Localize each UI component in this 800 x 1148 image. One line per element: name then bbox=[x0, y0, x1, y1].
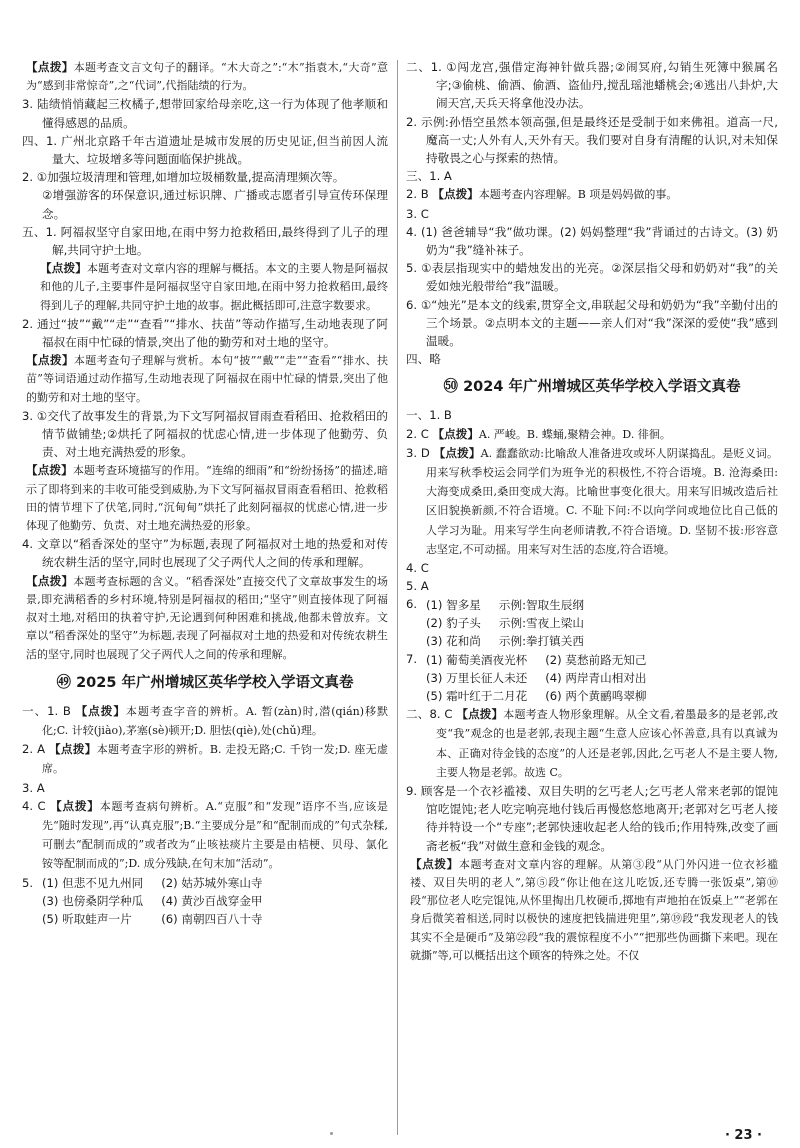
answer-item: ②增强游客的环保意识,通过标识牌、广播或志愿者引导宣传环保理念。 bbox=[42, 188, 388, 221]
answer-item: 一、1. B 【点拨】本题考查字音的辨析。A. 暂(zàn)时,潜(qián)移默化;C. 计较(jiào),茅塞(sè)顿开;D. 胆怯(qiè),处(chǔ)理。 bbox=[22, 703, 388, 737]
answer-item: 7. bbox=[406, 652, 418, 667]
hint-paragraph: 【点拨】本题考查句子理解与赏析。本句“披”“戴”“走”“查看”“排水、扶苗”等词语通过动作描写,生动地表现了阿福叔在雨中忙碌的情景,突出了他的勤劳和对土地的坚守。 bbox=[26, 353, 388, 404]
answer-item: 2. B 【点拨】本题考查内容理解。B 项是妈妈做的事。 bbox=[406, 187, 678, 202]
hint-paragraph: 【点拨】本题考查文言文句子的翻译。“木大奇之”:“木”指袁木,“大奇”意为“感到非常惊奇”,之“代词”,代指陆绩的行为。 bbox=[26, 60, 388, 93]
section-answer: 二、8. C 【点拨】本题考查人物形象理解。从全文看,着墨最多的是老郭,改变“我”观念的也是老郭,表现主题“生意人应该心怀善意,具有以真诚为本、正确对待金钱的态度”的人还是老郭,因此,乞丐老人不是主要人物,主要人物是老郭。故选 C。 bbox=[406, 707, 778, 779]
answer-item: 3. ①交代了故事发生的背景,为下文写阿福叔冒雨查看稻田、抢救稻田的情节做铺垫;②烘托了阿福叔的忧虑心情,进一步体现了他勤劳、负责、对土地充满热爱的形象。 bbox=[22, 408, 388, 460]
right-column bbox=[406, 58, 778, 965]
answer-item: 2. ①加强垃圾清理和管理,如增加垃圾桶数量,提高清理频次等。 bbox=[22, 170, 345, 185]
hint-tag: 【点拨】 bbox=[49, 742, 97, 757]
hint-paragraph: 【点拨】本题考查环境描写的作用。“连绵的细雨”和“纷纷扬扬”的描述,暗示了即将到来的丰收可能受到威胁,为下文写阿福叔冒雨查看稻田、抢救稻田的情节埋下了伏笔,同时,“沉甸甸”烘托了此刻阿福叔的忧虑心情,进一步体现了他勤劳、负责、对土地充满热爱的形象。 bbox=[26, 463, 388, 533]
section-answer: 三、1. A bbox=[406, 169, 452, 184]
hint-tag: 【点拨】 bbox=[26, 463, 73, 478]
hint-tag: 【点拨】 bbox=[26, 60, 74, 74]
hint-tag: 【点拨】 bbox=[432, 426, 479, 441]
answer-item: 5. ①表层指现实中的蜡烛发出的光亮。②深层指父母和奶奶对“我”的关爱如烛光般带给“我”温暖。 bbox=[406, 261, 778, 294]
answer-item: 6. bbox=[406, 597, 418, 612]
answer-item: 3. 陆绩悄悄藏起三枚橘子,想带回家给母亲吃,这一行为体现了他孝顺和懂得感恩的品质。 bbox=[22, 97, 388, 130]
hint-tag: 【点拨】 bbox=[26, 353, 74, 368]
hint-tag: 【点拨】 bbox=[432, 187, 479, 202]
answer-item: 4. C bbox=[406, 561, 429, 576]
hint-tag: 【点拨】 bbox=[50, 798, 100, 813]
answer-item: 6. ①“烛光”是本文的线索,贯穿全文,串联起父母和奶奶为“我”辛勤付出的三个场景。②点明本文的主题——亲人们对“我”深深的爱使“我”感到温暖。 bbox=[406, 297, 778, 349]
answer-item: 2. A 【点拨】本题考查字形的辨析。B. 走投无路;C. 千钧一发;D. 座无虚席。 bbox=[22, 742, 388, 776]
hint-tag: 【点拨】 bbox=[40, 261, 87, 276]
exam-title: ㊿ 2024 年广州增城区英华学校入学语文真卷 bbox=[443, 379, 741, 396]
hint-tag: 【点拨】 bbox=[410, 856, 459, 871]
answer-item: 2. 通过“披”“戴”“走”“查看”“排水、扶苗”等动作描写,生动地表现了阿福叔在雨中忙碌的情景,突出了他的勤劳和对土地的坚守。 bbox=[22, 316, 388, 350]
section-answer: 四、1. 广州北京路千年古道遗址是城市发展的历史见证,但当前因人流量大、垃圾增多等问题面临保护挑战。 bbox=[22, 133, 388, 167]
answer-item: 3. D 【点拨】A. 蠢蠢欲动:比喻敌人准备进攻或坏人阴谋捣乱。是贬义词。用来写秋季校运会同学们为班争光的积极性,不符合语境。B. 沧海桑田:大海变成桑田,桑田变成大海。比喻世事变化很大。用来写旧城改造后社区旧貌换新颜,不符合语境。C. 不耻下问:不以向学问或地位比自己低的人学习为耻。用来写学生向老师请教,不符合语境。D. 坚韧不拔:形容意志坚定,不可动摇。用来写对生活的态度,符合语境。 bbox=[406, 445, 778, 556]
answer-item: 4. (1) 爸爸辅导“我”做功课。(2) 妈妈整理“我”背诵过的古诗文。(3) 奶奶为“我”缝补袜子。 bbox=[406, 224, 778, 258]
answer-item: 9. 顾客是一个衣衫褴褛、双目失明的乞丐老人;乞丐老人常来老郭的馄饨馆吃馄饨;老人吃完响亮地付钱后再慢悠悠地离开;老郭对乞丐老人接待并特设一个“专座”;老郭快速收起老人给的钱币;作用特殊,改变了画斋老板“我”对做生意和金钱的观念。 bbox=[406, 783, 778, 853]
character-table: (1) 智多星 示例:智取生辰纲 (2) 豹子头 示例:雪夜上梁山 (3) 花和尚 示例:拳打镇关西 bbox=[426, 597, 584, 649]
hint-paragraph: 【点拨】本题考查对文章内容的理解与概括。本文的主要人物是阿福叔和他的儿子,主要事件是阿福叔坚守自家田地,在雨中努力抢救稻田,最终得到儿子的理解,共同守护土地的故事。据此概括即可,注意字数要求。 bbox=[40, 261, 388, 312]
poem-lines-table: (1) 但悲不见九州同 (2) 姑苏城外寒山寺 (3) 也傍桑阴学种瓜 (4) 黄沙百战穿金甲 (5) 听取蛙声一片 (6) 南朝四百八十寺 bbox=[42, 875, 263, 927]
answer-item: 3. A bbox=[22, 780, 45, 795]
hint-tag: 【点拨】 bbox=[75, 703, 126, 718]
answer-item: 4. C 【点拨】本题考查病句辨析。A.“克服”和“发现”语序不当,应该是先“随时发现”,再“认真克服”;B.“主要成分是”和“配制而成的”句式杂糅,可删去“配制而成的”或者改为“止咳袪痰片主要是由桔梗、贝母、氯化铵等配制而成的”;D. 成分残缺,在句末加“活动”。 bbox=[22, 798, 388, 871]
section-answer: 一、1. B bbox=[406, 408, 452, 423]
left-column bbox=[22, 58, 388, 928]
answer-item: 3. C bbox=[406, 206, 429, 221]
hint-tag: 【点拨】 bbox=[26, 573, 74, 588]
answer-item: 2. 示例:孙悟空虽然本领高强,但是最终还是受制于如来佛祖。道高一尺,魔高一丈;人外有人,天外有天。我们要对自身有清醒的认识,对未知保持敬畏之心与探索的热情。 bbox=[406, 114, 778, 166]
hint-paragraph: 【点拨】本题考查标题的含义。“稻香深处”直接交代了文章故事发生的场景,即充满稻香的乡村环境,特别是阿福叔的稻田;“坚守”则直接体现了阿福叔对土地,对稻田的执着守护,无论遇到何种困难和挑战,他都未曾放弃。文章以“稻香深处的坚守”为标题,表现了阿福叔对土地的热爱和对传统农耕生活的坚守,同时也展现了父子两代人之间的传承和理解。 bbox=[26, 573, 388, 661]
answer-item: 5. bbox=[22, 875, 34, 890]
hint-tag: 【点拨】 bbox=[456, 707, 504, 722]
answer-item: 4. 文章以“稻香深处的坚守”为标题,表现了阿福叔对土地的热爱和对传统农耕生活的坚守,同时也展现了父子两代人之间的传承和理解。 bbox=[22, 537, 388, 570]
section-answer: 二、1. ①闯龙宫,强借定海神针做兵器;②闹冥府,勾销生死簿中猴属名字;③偷桃、偷酒、偷酒、盗仙丹,搅乱瑶池蟠桃会;④逃出八卦炉,大闹天宫,天兵天将拿他没办法。 bbox=[406, 60, 778, 111]
poem-lines-table: (1) 葡萄美酒夜光杯 (2) 莫愁前路无知己 (3) 万里长征人未还 (4) 两岸青山相对出 (5) 霜叶红于二月花 (6) 两个黄鹂鸣翠柳 bbox=[426, 652, 647, 703]
exam-title: ㊾ 2025 年广州增城区英华学校入学语文真卷 bbox=[56, 674, 354, 691]
section-answer: 五、1. 阿福叔坚守自家田地,在雨中努力抢救稻田,最终得到了儿子的理解,共同守护土地。 bbox=[22, 224, 388, 258]
printing-dot bbox=[330, 1132, 333, 1135]
section-answer: 四、略 bbox=[406, 352, 441, 367]
hint-tag: 【点拨】 bbox=[433, 445, 481, 460]
answer-item: 2. C 【点拨】A. 严峻。B. 蝶蛹,聚精会神。D. 徘徊。 bbox=[406, 426, 671, 441]
answer-item: 5. A bbox=[406, 579, 429, 594]
page-number: · 23 · bbox=[724, 1128, 762, 1143]
column-divider bbox=[397, 60, 398, 1135]
hint-paragraph: 【点拨】本题考查对文章内容的理解。从第③段“从门外闪进一位衣衫褴褛、双目失明的老人”,第⑤段“你让他在这儿吃饭,还专腾一张饭桌”,第⑩段“那位老人吃完馄饨,从怀里掏出几枚硬币,掷地有声地拍在饭桌上”“老郭在身后微笑着相送,同时以极快的速度把钱揣进兜里”,第⑲段“我发现老人的钱其实不全是硬币”及第㉒段“我的震惊程度不小”“把那些伪画撕下来吧。现在就撕”等,可以概括出这个顾客的特殊之处。不仅 bbox=[410, 856, 778, 962]
